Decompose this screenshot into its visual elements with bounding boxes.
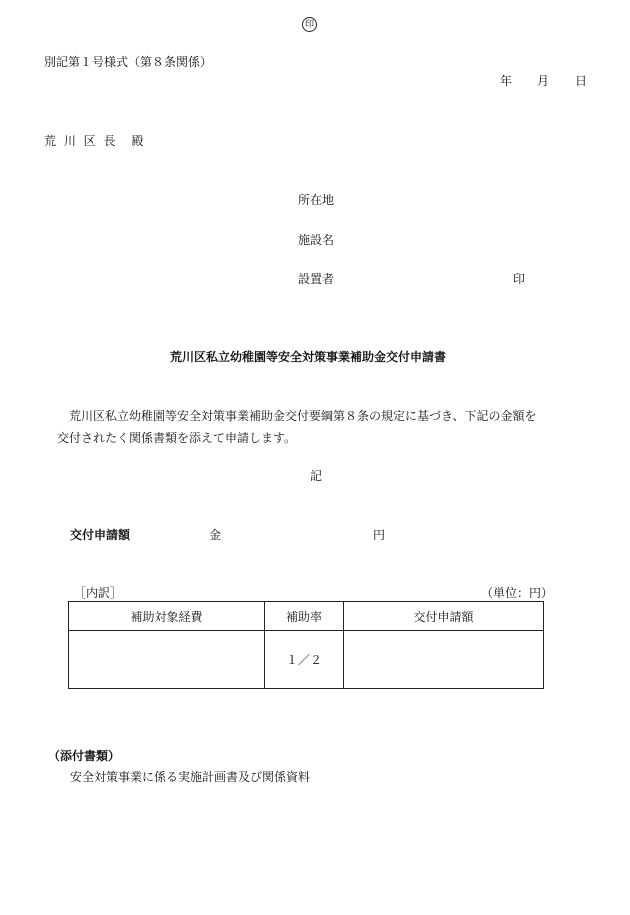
facility-label: 施設名 [298,233,335,247]
amount-yen: 円 [373,528,386,542]
document-title: 荒川区私立幼稚園等安全対策事業補助金交付申請書 [170,350,447,364]
attachments-item: 安全対策事業に係る実施計画書及び関係資料 [70,770,311,784]
attachments-label: （添付書類） [48,749,121,763]
amount-label: 交付申請額 [70,528,131,542]
amount-kin: 金 [209,528,222,542]
header-subsidy-rate: 補助率 [265,602,344,631]
ki-label: 記 [310,469,323,483]
body-line-2: 交付されたく関係書類を添えて申請します。 [57,431,297,445]
date-year: 年 [500,74,513,88]
breakdown-unit: （単位：円） [481,586,554,600]
body-paragraph [57,405,587,449]
header-subsidy-expense: 補助対象経費 [69,602,265,631]
breakdown-table [68,601,544,689]
seal-mark-top: 印 [302,17,317,32]
cell-application-amount[interactable] [344,631,544,689]
founder-seal: 印 [513,272,526,286]
body-line-1: 荒川区私立幼稚園等安全対策事業補助金交付要綱第８条の規定に基づき、下記の金額を [69,409,537,423]
date-day: 日 [575,74,588,88]
founder-label: 設置者 [298,272,335,286]
form-number: 別記第１号様式（第８条関係） [44,55,213,69]
header-application-amount: 交付申請額 [344,602,544,631]
address-label: 所在地 [298,193,335,207]
cell-subsidy-expense[interactable] [69,631,265,689]
breakdown-label: ［内訳］ [74,586,123,600]
date-month: 月 [537,74,550,88]
cell-subsidy-rate: １／２ [265,631,344,689]
breakdown-header-row [69,602,544,631]
addressee: 荒 川 区 長 殿 [44,134,146,148]
breakdown-row [69,631,544,689]
